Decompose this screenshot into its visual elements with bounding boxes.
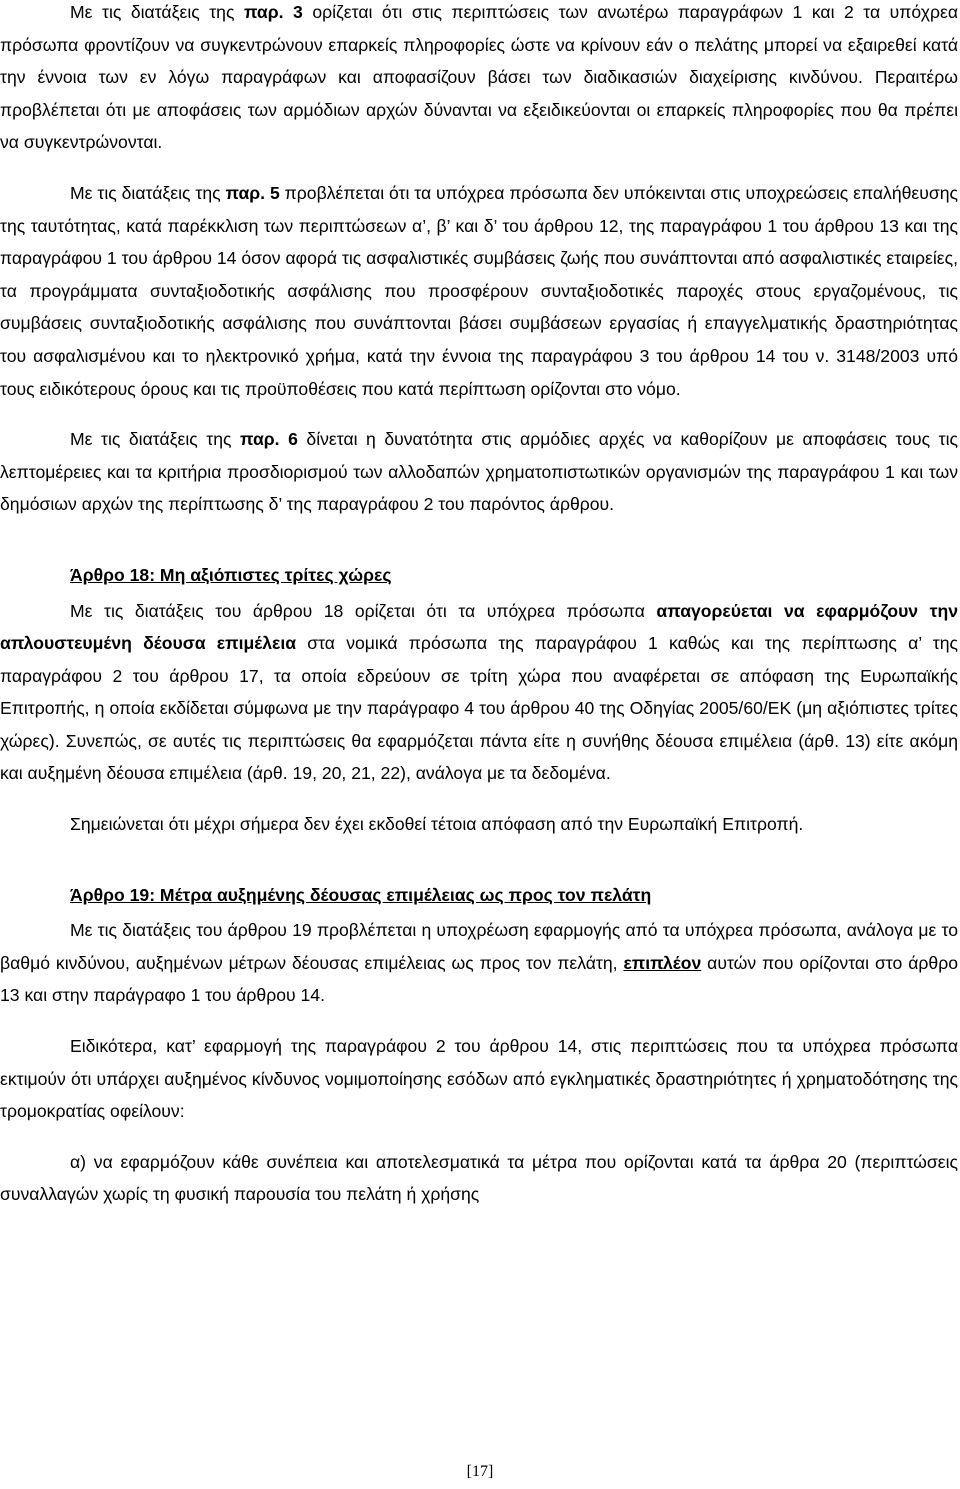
text: ορίζεται ότι στις περιπτώσεις των ανωτέρω παραγράφων 1 και 2 τα υπόχρεα πρόσωπα φροντίζουν να συγκεντρώνουν επαρκείς πληροφορίες ώστε να κρίνουν εάν ο πελάτης μπορεί να εξαιρεθεί κατά την έννοια των εν λόγω παραγράφων και αποφασίζουν βάσει των διαδικασιών διαχείρισης κινδύνου. Περαιτέρω προβλέπεται ότι με αποφάσεις των αρμόδιων αρχών δύνανται να εξειδικεύονται οι επαρκείς πληροφορίες που θα πρέπει να συγκεντρώνονται.	[0, 2, 958, 153]
paragraph-article18-body	[0, 595, 960, 791]
paragraph-article18-note: Σημειώνεται ότι μέχρι σήμερα δεν έχει εκδοθεί τέτοια απόφαση από την Ευρωπαϊκή Επιτροπή.	[70, 814, 804, 835]
bold-ref: παρ. 6	[240, 429, 298, 450]
text: στα νομικά πρόσωπα της παραγράφου 1 καθώς και της περίπτωσης α’ της παραγράφου 2 του άρθρου 17, τα οποία εδρεύουν σε τρίτη χώρα που αναφέρεται σε απόφαση της Ευρωπαϊκής Επιτροπής, η οποία εκδίδεται σύμφωνα με την παράγραφο 4 του άρθρου 40 της Οδηγίας 2005/60/ΕΚ (μη αξιόπιστες τρίτες χώρες). Συνεπώς, σε αυτές τις περιπτώσεις θα εφαρμόζεται πάντα είτε η συνήθης δέουσα επιμέλεια (άρθ. 13) είτε ακόμη και αυξημένη δέουσα επιμέλεια (άρθ. 19, 20, 21, 22), ανάλογα με τα δεδομένα.	[0, 633, 958, 784]
paragraph-par3	[0, 0, 960, 159]
heading-article-19: Άρθρο 19: Μέτρα αυξημένης δέουσας επιμέλειας ως προς τον πελάτη	[70, 884, 652, 905]
text: Με τις διατάξεις της	[70, 182, 226, 203]
bold-phrase: απαγορεύεται να εφαρμόζουν την απλουστευμένη δέουσα επιμέλεια	[0, 600, 958, 654]
text: αυτών που ορίζονται στο άρθρο 13 και στην παράγραφο 1 του άρθρου 14.	[0, 952, 958, 1006]
bold-underlined-word: επιπλέον	[623, 952, 702, 973]
bold-ref: παρ. 5	[225, 182, 280, 203]
heading-article-18: Άρθρο 18: Μη αξιόπιστες τρίτες χώρες	[70, 564, 392, 585]
paragraph-article19-item-a: α) να εφαρμόζουν κάθε συνέπεια και αποτελεσματικά τα μέτρα που ορίζονται κατά τα άρθρα 20 (περιπτώσεις συναλλαγών χωρίς τη φυσική παρουσία του πελάτη ή χρήσης	[0, 1151, 958, 1205]
text: δίνεται η δυνατότητα στις αρμόδιες αρχές να καθορίζουν με αποφάσεις τους τις λεπτομέρειες και τα κριτήρια προσδιορισμού των αλλοδαπών χρηματοπιστωτικών οργανισμών της παραγράφου 1 και των δημόσιων αρχών της περίπτωσης δ’ της παραγράφου 2 του παρόντος άρθρου.	[0, 429, 958, 515]
text: Με τις διατάξεις του άρθρου 18 ορίζεται ότι τα υπόχρεα πρόσωπα	[70, 600, 657, 621]
text: Με τις διατάξεις της	[70, 2, 244, 22]
paragraph-par6	[0, 423, 960, 521]
bold-ref: παρ. 3	[243, 2, 303, 22]
text: προβλέπεται ότι τα υπόχρεα πρόσωπα δεν υπόκεινται στις υποχρεώσεις επαλήθευσης της ταυτότητας, κατά παρέκκλιση των περιπτώσεων α’, β’ και δ’ του άρθρου 12, της παραγράφου 1 του άρθρου 13 και της παραγράφου 1 του άρθρου 14 όσον αφορά τις ασφαλιστικές συμβάσεις ζωής που συνάπτονται από ασφαλιστικές εταιρείες, τα προγράμματα συνταξιοδοτικής ασφάλισης που προσφέρουν συνταξιοδοτικές παροχές στους εργαζομένους, τις συμβάσεις συνταξιοδοτικής ασφάλισης που συνάπτονται βάσει συμβάσεων εργασίας ή επαγγελματικής δραστηριότητας του ασφαλισμένου και το ηλεκτρονικό χρήμα, κατά την έννοια της παραγράφου 3 του άρθρου 14 του ν. 3148/2003 υπό τους ειδικότερους όρους και τις προϋποθέσεις που κατά περίπτωση ορίζονται στο νόμο.	[0, 182, 958, 399]
paragraph-article19-specific: Ειδικότερα, κατ’ εφαρμογή της παραγράφου 2 του άρθρου 14, στις περιπτώσεις που τα υπόχρεα πρόσωπα εκτιμούν ότι υπάρχει αυξημένος κίνδυνος νομιμοποίησης εσόδων από εγκληματικές δραστηριότητες ή χρηματοδότησης της τρομοκρατίας οφείλουν:	[0, 1036, 958, 1122]
page-number: [17]	[466, 1463, 494, 1480]
paragraph-article19-body	[0, 914, 960, 1012]
text: Με τις διατάξεις του άρθρου 19 προβλέπεται η υποχρέωση εφαρμογής από τα υπόχρεα πρόσωπα, ανάλογα με το βαθμό κινδύνου, αυξημένων μέτρων δέουσας επιμέλειας ως προς τον πελάτη,	[0, 920, 958, 973]
text: Με τις διατάξεις της	[70, 429, 240, 450]
paragraph-par5	[0, 177, 960, 405]
